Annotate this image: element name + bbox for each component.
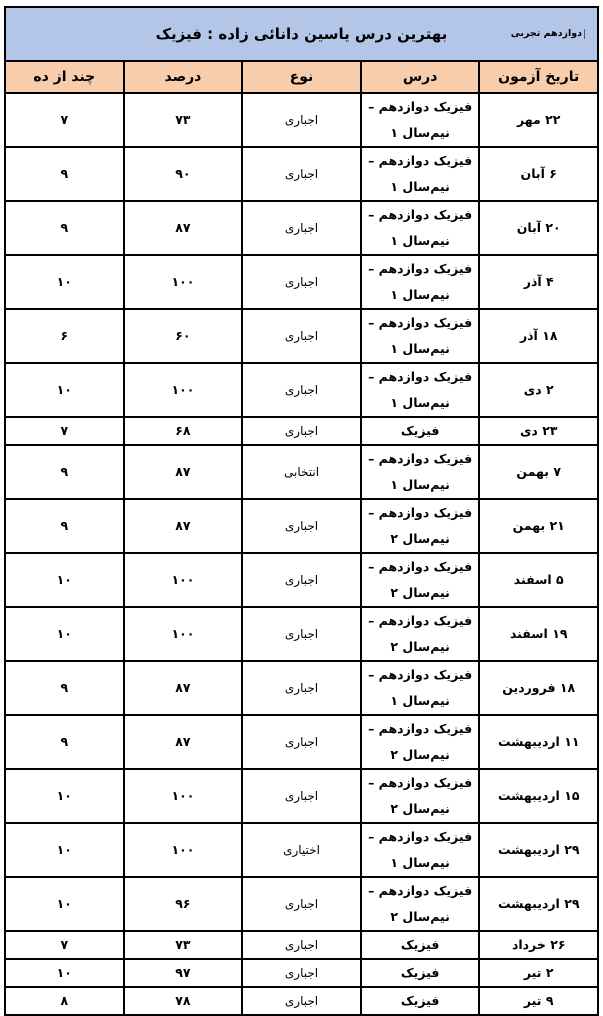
title-cell <box>5 7 598 61</box>
table-row <box>5 309 598 363</box>
cell-percent: ۹۷ <box>124 959 243 987</box>
cell-lesson: فیزیک دوازدهم – نیم‌سال ۲ <box>361 499 480 553</box>
cell-score: ۱۰ <box>5 769 124 823</box>
cell-score: ۷ <box>5 93 124 147</box>
cell-date: ۲۱ بهمن <box>479 499 598 553</box>
table-row <box>5 769 598 823</box>
cell-percent: ۹۶ <box>124 877 243 931</box>
table-row <box>5 959 598 987</box>
cell-percent: ۸۷ <box>124 661 243 715</box>
cell-lesson: فیزیک دوازدهم – نیم‌سال ۱ <box>361 93 480 147</box>
title-row <box>5 7 598 61</box>
table-row <box>5 877 598 931</box>
cell-date: ۵ اسفند <box>479 553 598 607</box>
cell-date: ۹ تیر <box>479 987 598 1015</box>
cell-percent: ۸۷ <box>124 715 243 769</box>
table-row <box>5 201 598 255</box>
cell-date: ۲ دی <box>479 363 598 417</box>
table-row <box>5 417 598 445</box>
cell-type: انتخابی <box>242 445 361 499</box>
cell-lesson: فیزیک دوازدهم – نیم‌سال ۲ <box>361 769 480 823</box>
cell-percent: ۸۷ <box>124 499 243 553</box>
cell-type: اختیاری <box>242 823 361 877</box>
table-row <box>5 499 598 553</box>
cell-score: ۱۰ <box>5 959 124 987</box>
cell-score: ۹ <box>5 445 124 499</box>
cell-lesson: فیزیک <box>361 987 480 1015</box>
cell-score: ۹ <box>5 201 124 255</box>
cell-percent: ۷۳ <box>124 931 243 959</box>
cell-type: اجباری <box>242 607 361 661</box>
page-title: بهترین درس یاسین دانائی زاده : فیزیک <box>155 25 448 43</box>
cell-type: اجباری <box>242 363 361 417</box>
cell-score: ۱۰ <box>5 823 124 877</box>
cell-date: ۱۸ فروردین <box>479 661 598 715</box>
column-header-type: نوع <box>242 61 361 93</box>
table-row <box>5 93 598 147</box>
cell-date: ۲۲ مهر <box>479 93 598 147</box>
cell-date: ۲۳ دی <box>479 417 598 445</box>
cell-score: ۹ <box>5 499 124 553</box>
table-head <box>5 7 598 93</box>
cell-type: اجباری <box>242 987 361 1015</box>
table-body <box>5 93 598 1015</box>
cell-date: ۱۱ اردیبهشت <box>479 715 598 769</box>
cell-percent: ۶۸ <box>124 417 243 445</box>
cell-date: ۶ آبان <box>479 147 598 201</box>
cell-percent: ۸۷ <box>124 201 243 255</box>
cell-score: ۱۰ <box>5 607 124 661</box>
table-row <box>5 147 598 201</box>
cell-score: ۱۰ <box>5 255 124 309</box>
cell-percent: ۱۰۰ <box>124 553 243 607</box>
column-header-row <box>5 61 598 93</box>
cell-lesson: فیزیک <box>361 959 480 987</box>
cell-lesson: فیزیک دوازدهم – نیم‌سال ۱ <box>361 661 480 715</box>
table-row <box>5 715 598 769</box>
column-header-percent: درصد <box>124 61 243 93</box>
cell-lesson: فیزیک دوازدهم – نیم‌سال ۱ <box>361 823 480 877</box>
column-header-date: تاریخ آزمون <box>479 61 598 93</box>
cell-date: ۲۰ آبان <box>479 201 598 255</box>
cell-lesson: فیزیک دوازدهم – نیم‌سال ۱ <box>361 363 480 417</box>
table-row <box>5 987 598 1015</box>
cell-type: اجباری <box>242 553 361 607</box>
cell-score: ۹ <box>5 147 124 201</box>
cell-percent: ۱۰۰ <box>124 769 243 823</box>
table-row <box>5 363 598 417</box>
cell-date: ۲۹ اردیبهشت <box>479 877 598 931</box>
cell-lesson: فیزیک دوازدهم – نیم‌سال ۱ <box>361 201 480 255</box>
cell-type: اجباری <box>242 93 361 147</box>
cell-score: ۱۰ <box>5 363 124 417</box>
cell-score: ۹ <box>5 715 124 769</box>
cell-type: اجباری <box>242 715 361 769</box>
cell-lesson: فیزیک دوازدهم – نیم‌سال ۱ <box>361 445 480 499</box>
grade-label: دوازدهم تجربی <box>511 29 585 39</box>
cell-lesson: فیزیک دوازدهم – نیم‌سال ۱ <box>361 309 480 363</box>
table-row <box>5 823 598 877</box>
cell-score: ۷ <box>5 931 124 959</box>
cell-lesson: فیزیک دوازدهم – نیم‌سال ۲ <box>361 715 480 769</box>
cell-lesson: فیزیک دوازدهم – نیم‌سال ۲ <box>361 877 480 931</box>
cell-percent: ۱۰۰ <box>124 363 243 417</box>
cell-type: اجباری <box>242 417 361 445</box>
cell-date: ۲۹ اردیبهشت <box>479 823 598 877</box>
cell-score: ۶ <box>5 309 124 363</box>
cell-type: اجباری <box>242 147 361 201</box>
cell-percent: ۸۷ <box>124 445 243 499</box>
cell-type: اجباری <box>242 499 361 553</box>
table-row <box>5 607 598 661</box>
cell-lesson: فیزیک دوازدهم – نیم‌سال ۱ <box>361 147 480 201</box>
cell-percent: ۹۰ <box>124 147 243 201</box>
cell-score: ۷ <box>5 417 124 445</box>
cell-type: اجباری <box>242 959 361 987</box>
column-header-score: چند از ده <box>5 61 124 93</box>
cell-type: اجباری <box>242 309 361 363</box>
cell-date: ۲۶ خرداد <box>479 931 598 959</box>
cell-lesson: فیزیک <box>361 931 480 959</box>
cell-type: اجباری <box>242 877 361 931</box>
table-row <box>5 931 598 959</box>
table-row <box>5 445 598 499</box>
table-row <box>5 661 598 715</box>
cell-score: ۱۰ <box>5 553 124 607</box>
column-header-lesson: درس <box>361 61 480 93</box>
cell-percent: ۷۸ <box>124 987 243 1015</box>
cell-date: ۲ تیر <box>479 959 598 987</box>
cell-date: ۱۵ اردیبهشت <box>479 769 598 823</box>
cell-lesson: فیزیک دوازدهم – نیم‌سال ۲ <box>361 553 480 607</box>
cell-percent: ۶۰ <box>124 309 243 363</box>
cell-score: ۸ <box>5 987 124 1015</box>
table-row <box>5 553 598 607</box>
cell-percent: ۱۰۰ <box>124 255 243 309</box>
cell-type: اجباری <box>242 931 361 959</box>
table-row <box>5 255 598 309</box>
cell-lesson: فیزیک دوازدهم – نیم‌سال ۱ <box>361 255 480 309</box>
cell-lesson: فیزیک دوازدهم – نیم‌سال ۲ <box>361 607 480 661</box>
cell-percent: ۱۰۰ <box>124 823 243 877</box>
exam-results-table <box>4 6 599 1016</box>
cell-percent: ۱۰۰ <box>124 607 243 661</box>
cell-type: اجباری <box>242 255 361 309</box>
cell-date: ۷ بهمن <box>479 445 598 499</box>
cell-date: ۴ آذر <box>479 255 598 309</box>
cell-score: ۱۰ <box>5 877 124 931</box>
cell-date: ۱۸ آذر <box>479 309 598 363</box>
cell-type: اجباری <box>242 769 361 823</box>
cell-date: ۱۹ اسفند <box>479 607 598 661</box>
cell-type: اجباری <box>242 661 361 715</box>
cell-lesson: فیزیک <box>361 417 480 445</box>
cell-percent: ۷۳ <box>124 93 243 147</box>
cell-score: ۹ <box>5 661 124 715</box>
cell-type: اجباری <box>242 201 361 255</box>
